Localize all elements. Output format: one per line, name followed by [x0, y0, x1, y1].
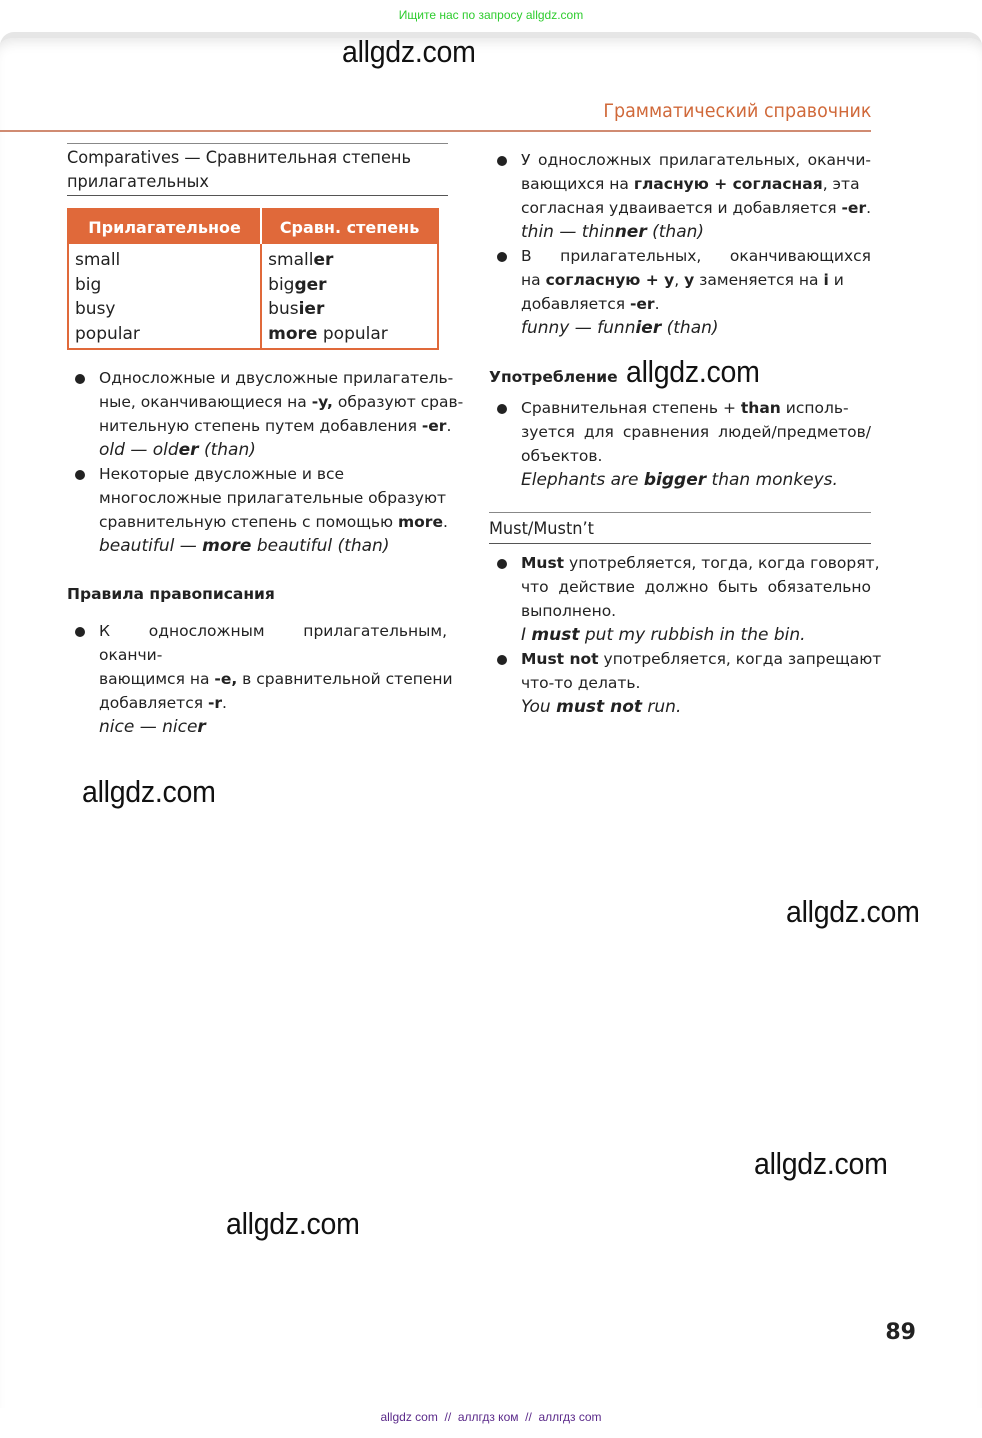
example: old — older (than) — [99, 440, 256, 460]
spelling-heading: Правила правописания — [67, 585, 275, 603]
bullet-icon — [75, 374, 85, 384]
table-cell: busy — [75, 299, 116, 319]
example: funny — funnier (than) — [521, 318, 719, 338]
column-header-adjective: Прилагательное — [68, 209, 261, 244]
example: I must put my rubbish in the bin. — [521, 625, 806, 645]
rule-item: Односложные и двусложные прилагатель- ные, оканчивающиеся на -y, образуют срав- нительную степень путем добавления -er. old — older (than) — [67, 366, 447, 462]
watermark: allgdz.com — [626, 354, 760, 389]
example: Elephants are bigger than monkeys. — [521, 470, 838, 490]
example: You must not run. — [521, 697, 682, 717]
table-cell: smaller — [268, 250, 334, 270]
comparatives-table — [67, 208, 439, 350]
rule-item: Must употребляется, тогда, когда говорят, что действие должно быть обязательно выполнено. I must put my rubbish in the bin. — [489, 551, 871, 647]
comparative-column — [261, 244, 438, 349]
example: thin — thinner (than) — [521, 222, 705, 242]
bullet-icon — [497, 252, 507, 262]
section-rule-top — [67, 143, 448, 144]
example: nice — nicer — [99, 717, 206, 737]
table-cell: small — [75, 250, 121, 270]
page-number: 89 — [885, 1320, 916, 1345]
header-rule — [0, 130, 871, 132]
rule-item: Некоторые двусложные и все многосложные прилагательные образуют сравнительную степень с помощью more. beautiful — more beautiful (than) — [67, 462, 447, 558]
example: beautiful — more beautiful (than) — [99, 536, 390, 556]
spelling-rules — [67, 619, 453, 739]
formation-rules — [67, 366, 464, 558]
adjective-column — [68, 244, 261, 349]
watermark: allgdz.com — [754, 1146, 888, 1181]
section-rule-bottom — [67, 195, 448, 196]
section-rule-bottom — [489, 543, 871, 544]
watermark: allgdz.com — [786, 894, 920, 929]
usage-heading: Употребление — [489, 368, 618, 386]
table-cell: more popular — [268, 323, 388, 344]
search-banner: Ищите нас по запросу allgdz.com — [398, 8, 584, 22]
table-cell: popular — [75, 323, 140, 344]
bullet-icon — [75, 627, 85, 637]
column-header-comparative: Сравн. степень — [261, 209, 438, 244]
must-title: Must/Mustn’t — [489, 519, 594, 539]
bullet-icon — [75, 470, 85, 480]
watermark: allgdz.com — [226, 1206, 360, 1241]
must-rules — [489, 551, 882, 719]
rule-item: Сравнительная степень + than исполь- зуется для сравнения людей/предметов/ объектов. Elephants are bigger than monkeys. — [489, 396, 871, 492]
spelling-rules-continued — [489, 148, 871, 340]
footer-links: allgdz com // аллгдз ком // аллгдз com — [380, 1410, 602, 1424]
table-cell: busier — [268, 299, 325, 319]
section-rule-top — [489, 512, 871, 513]
table-cell: big — [75, 274, 102, 295]
rule-item: У односложных прилагательных, оканчи- вающихся на гласную + согласная, эта согласная удваивается и добавляется -er. thin — thinner (than) — [489, 148, 871, 244]
rule-item: Must not употребляется, когда запрещают что-то делать. You must not run. — [489, 647, 871, 719]
rule-item: К односложным прилагательным, оканчи- вающимся на -e, в сравнительной степени добавляется -r. nice — nicer — [67, 619, 447, 739]
rule-item: В прилагательных, оканчивающихся на согласную + y, y заменяется на i и добавляется -er. funny — funnier (than) — [489, 244, 871, 340]
watermark: allgdz.com — [82, 774, 216, 809]
table-cell: bigger — [268, 274, 327, 295]
bullet-icon — [497, 655, 507, 665]
watermark: allgdz.com — [342, 34, 476, 69]
running-head: Грамматический справочник — [602, 100, 871, 122]
usage-rules — [489, 396, 871, 492]
bullet-icon — [497, 156, 507, 166]
bullet-icon — [497, 404, 507, 414]
bullet-icon — [497, 559, 507, 569]
comparatives-title: Comparatives — Сравнительная степень прилагательных — [67, 148, 412, 192]
